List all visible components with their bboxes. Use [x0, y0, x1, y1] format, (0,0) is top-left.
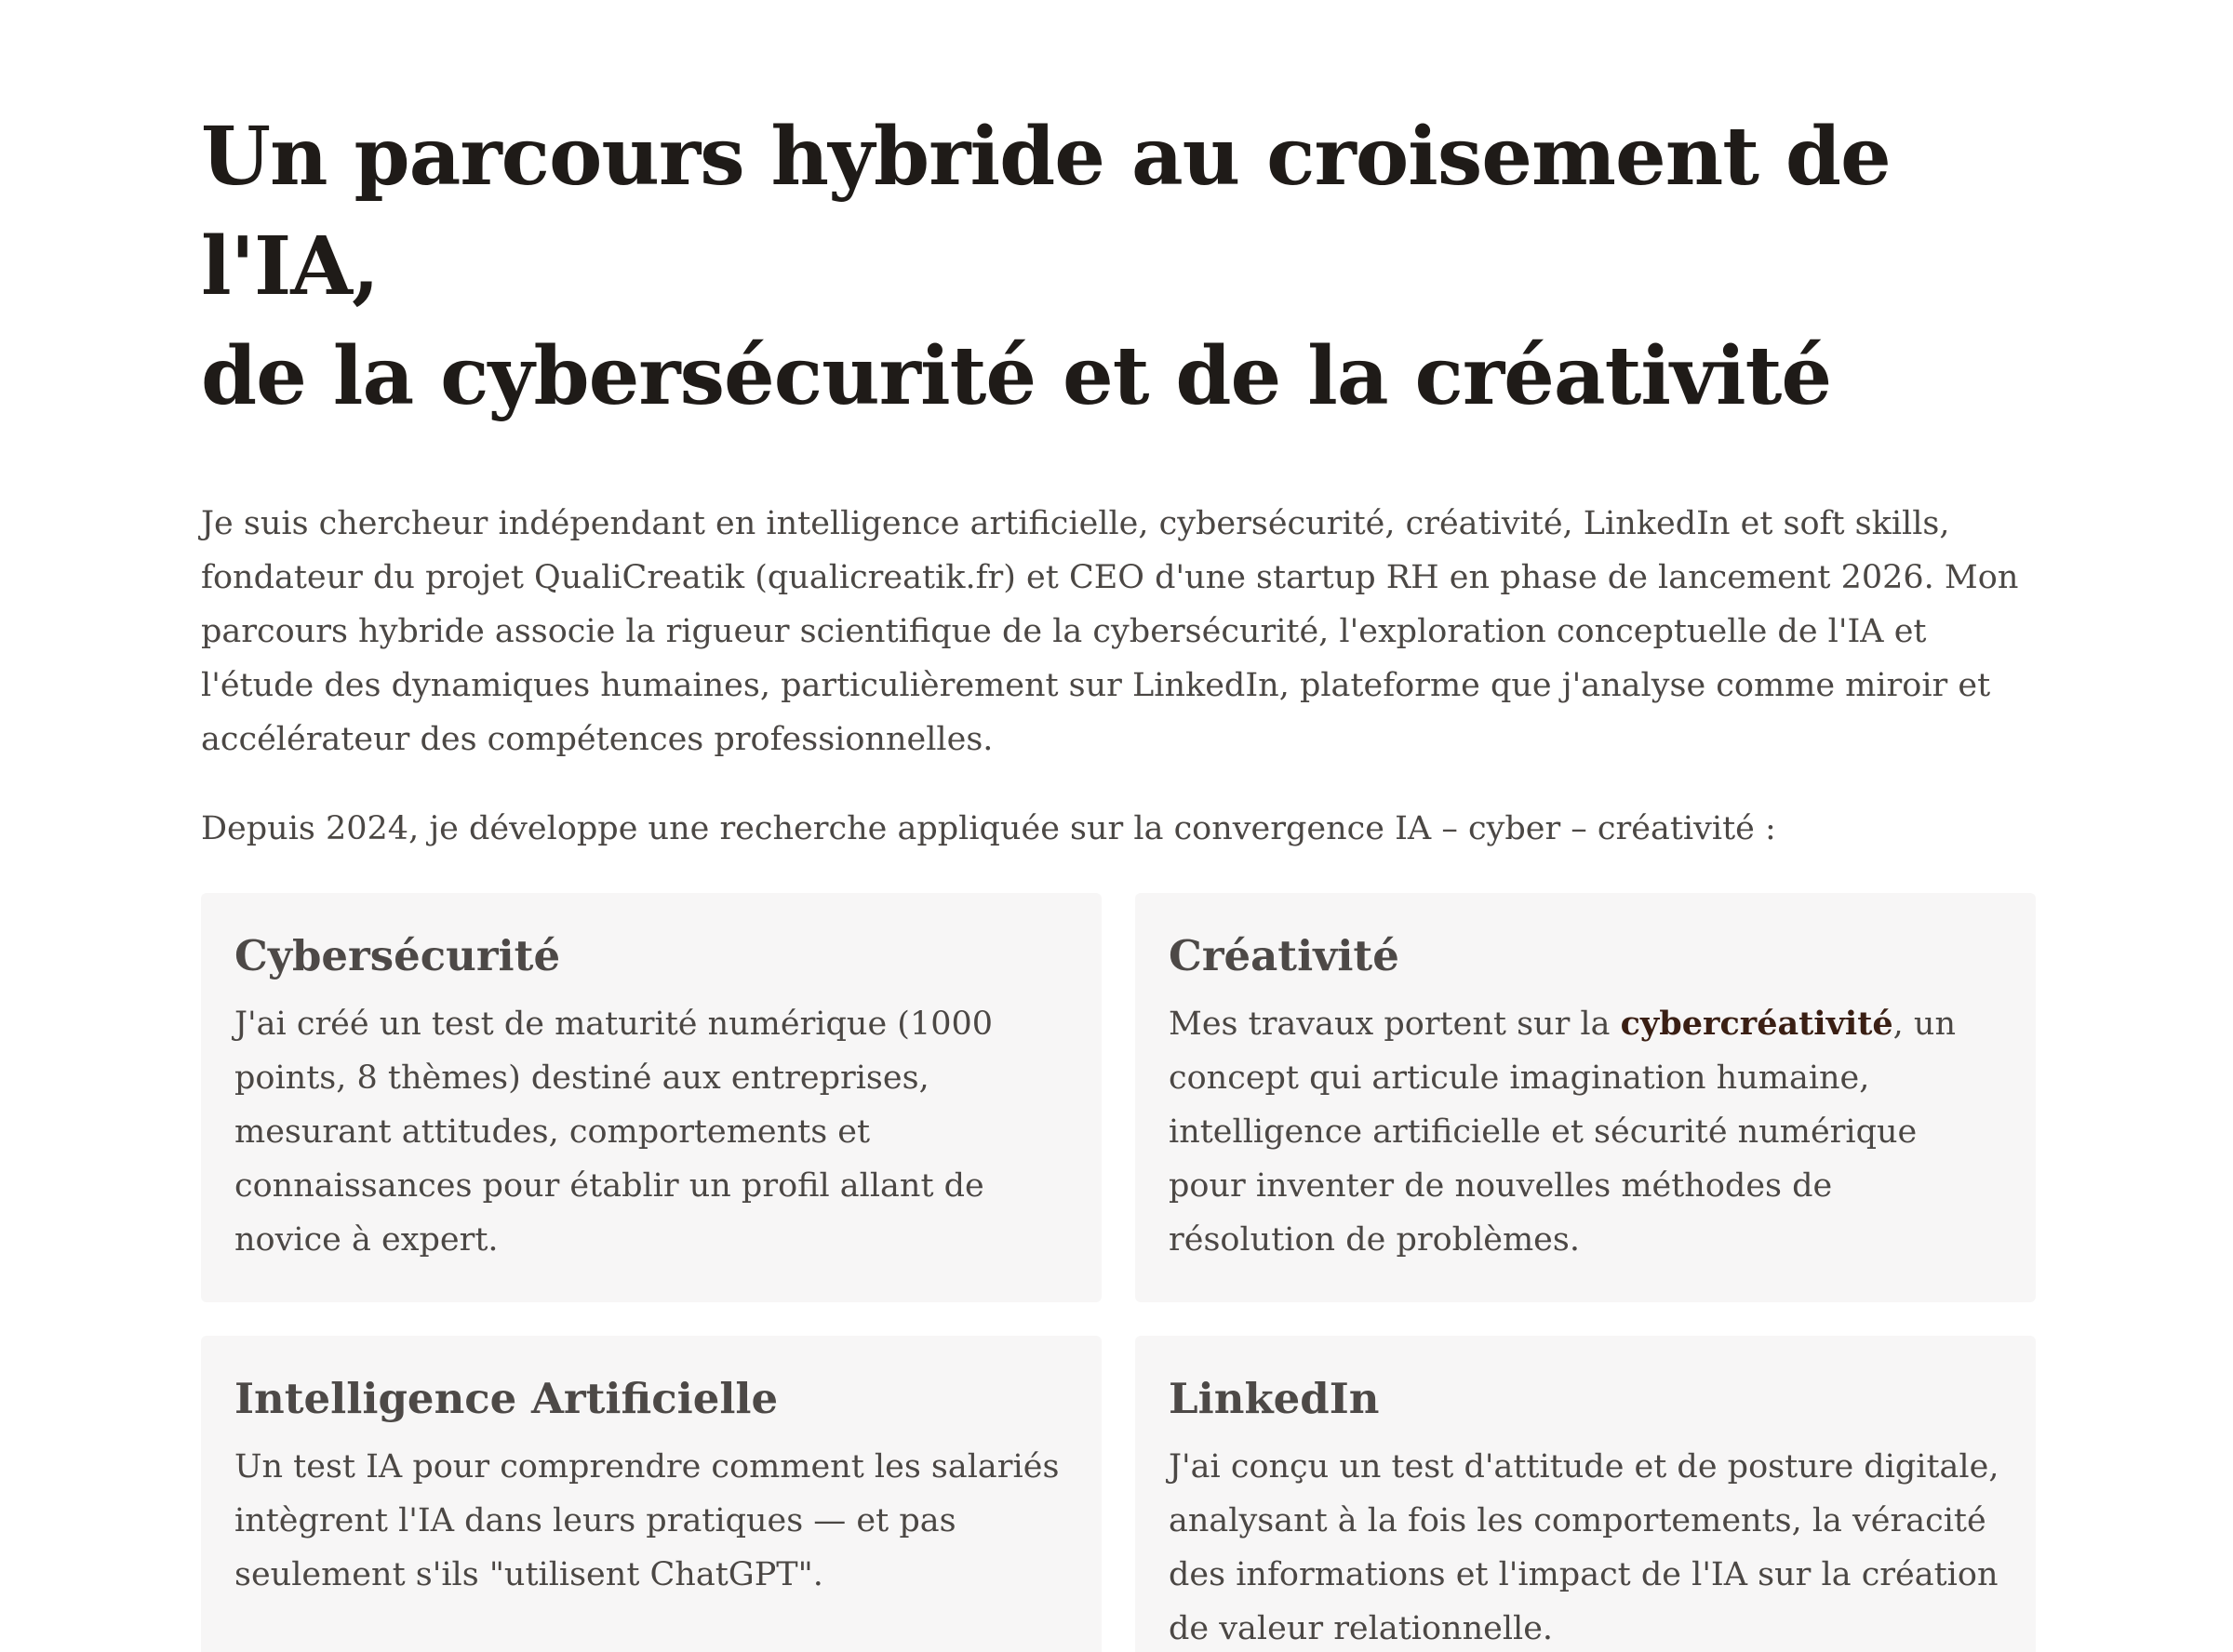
card-title: Créativité	[1169, 931, 1399, 980]
highlight-term: cybercréativité	[1620, 1005, 1893, 1043]
page-title-line-2: de la cybersécurité et de la créativité	[201, 329, 1832, 423]
card-text: J'ai créé un test de maturité numérique (1000 points, 8 thèmes) destiné aux entreprises, mesurant attitudes, comportements et connaissances pour établir un profil allant de novice à expert.	[234, 1006, 994, 1259]
card-title: Cybersécurité	[234, 931, 561, 980]
card-text-after: , un concept qui articule imagination humaine, intelligence artificielle et sécurité numérique pour inventer de nouvelles méthodes de résolution de problèmes.	[1169, 1006, 1957, 1259]
cards-grid	[201, 893, 2032, 1652]
card-text	[1169, 997, 2002, 1267]
card-linkedin	[1135, 1336, 2036, 1652]
card-artificial-intelligence	[201, 1336, 1102, 1652]
lead-paragraph: Depuis 2024, je développe une recherche appliquée sur la convergence IA – cyber – créativité :	[201, 810, 1776, 847]
card-creativity	[1135, 893, 2036, 1302]
card-cybersecurity	[201, 893, 1102, 1302]
card-text: Un test IA pour comprendre comment les salariés intègrent l'IA dans leurs pratiques — et pas seulement s'ils "utilisent ChatGPT".	[234, 1448, 1060, 1593]
card-text-before: Mes travaux portent sur la	[1169, 1006, 1621, 1043]
card-title: Intelligence Artificielle	[234, 1374, 779, 1423]
card-text: J'ai conçu un test d'attitude et de posture digitale, analysant à la fois les comportements, la véracité des informations et l'impact de l'IA sur la création de valeur relationnelle.	[1169, 1448, 1999, 1647]
card-title: LinkedIn	[1169, 1374, 1380, 1423]
page-title-line-1: Un parcours hybride au croisement de l'IA,	[201, 110, 1891, 313]
page-title	[201, 102, 2043, 432]
intro-paragraph: Je suis chercheur indépendant en intelligence artificielle, cybersécurité, créativité, LinkedIn et soft skills, fondateur du projet QualiCreatik (qualicreatik.fr) et CEO d'une startup RH en phase de lancement 2026. Mon parcours hybride associe la rigueur scientifique de la cybersécurité, l'exploration conceptuelle de l'IA et l'étude des dynamiques humaines, particulièrement sur LinkedIn, plateforme que j'analyse comme miroir et accélérateur des compétences professionnelles.	[201, 505, 2019, 758]
